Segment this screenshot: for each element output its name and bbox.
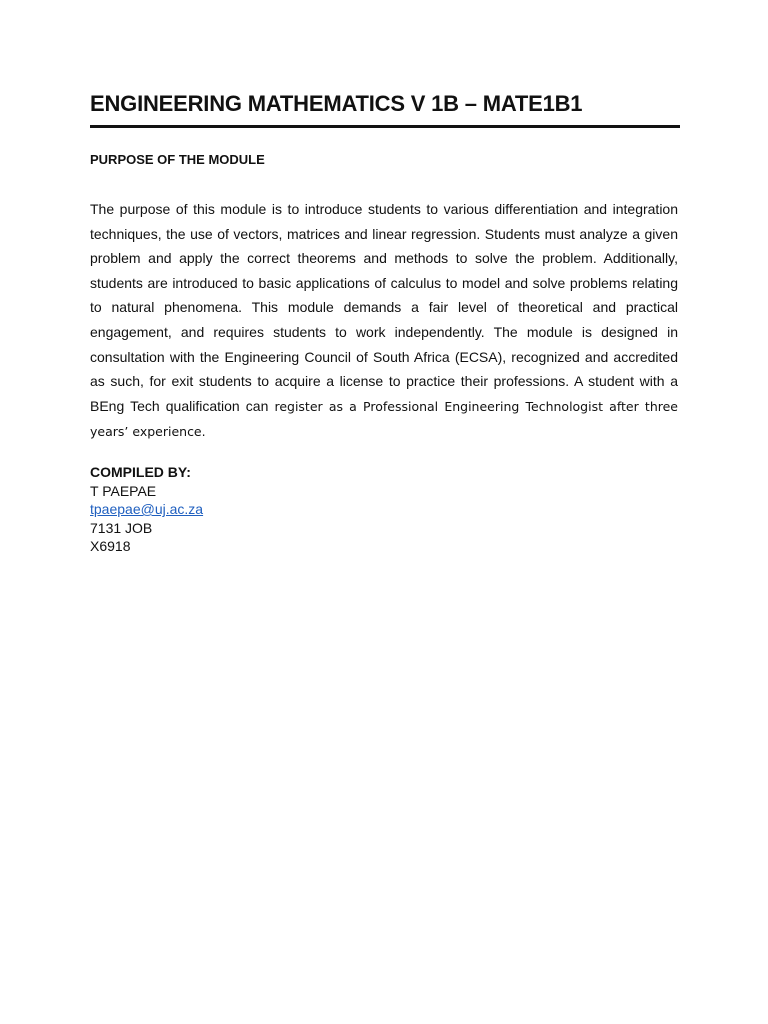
purpose-text-last-line: register as a Professional Engineering Technologist after three years’ experience. [90,398,678,440]
document-title: ENGINEERING MATHEMATICS V 1B – MATE1B1 [90,91,583,116]
purpose-paragraph [90,197,678,445]
compiler-name: T PAEPAE [90,482,157,499]
purpose-heading: PURPOSE OF THE MODULE [90,152,265,167]
title-underline-rule [90,125,680,128]
compiled-by-block [90,463,203,556]
compiler-email-link[interactable]: tpaepae@uj.ac.za [90,501,204,517]
compiler-extension: X6918 [90,538,131,554]
compiler-office: 7131 JOB [90,519,153,536]
purpose-text-main: The purpose of this module is to introduce students to various differentiation and integration techniques, the use of vectors, matrices and linear regression. Students must analyze a given problem and apply the correct theorems and methods to solve the problem. Additionally, students are introduced to basic applications of calculus to model and solve problems relating to natural phenomena. This module demands a fair level of theoretical and practical engagement, and requires students to work independently. The module is designed in consultation with the Engineering Council of South Africa (ECSA), recognized and accredited as such, for exit students to acquire a license to practice their professions. A student with a BEng Tech qualification can [90,201,678,414]
compiled-by-label: COMPILED BY: [90,464,191,480]
